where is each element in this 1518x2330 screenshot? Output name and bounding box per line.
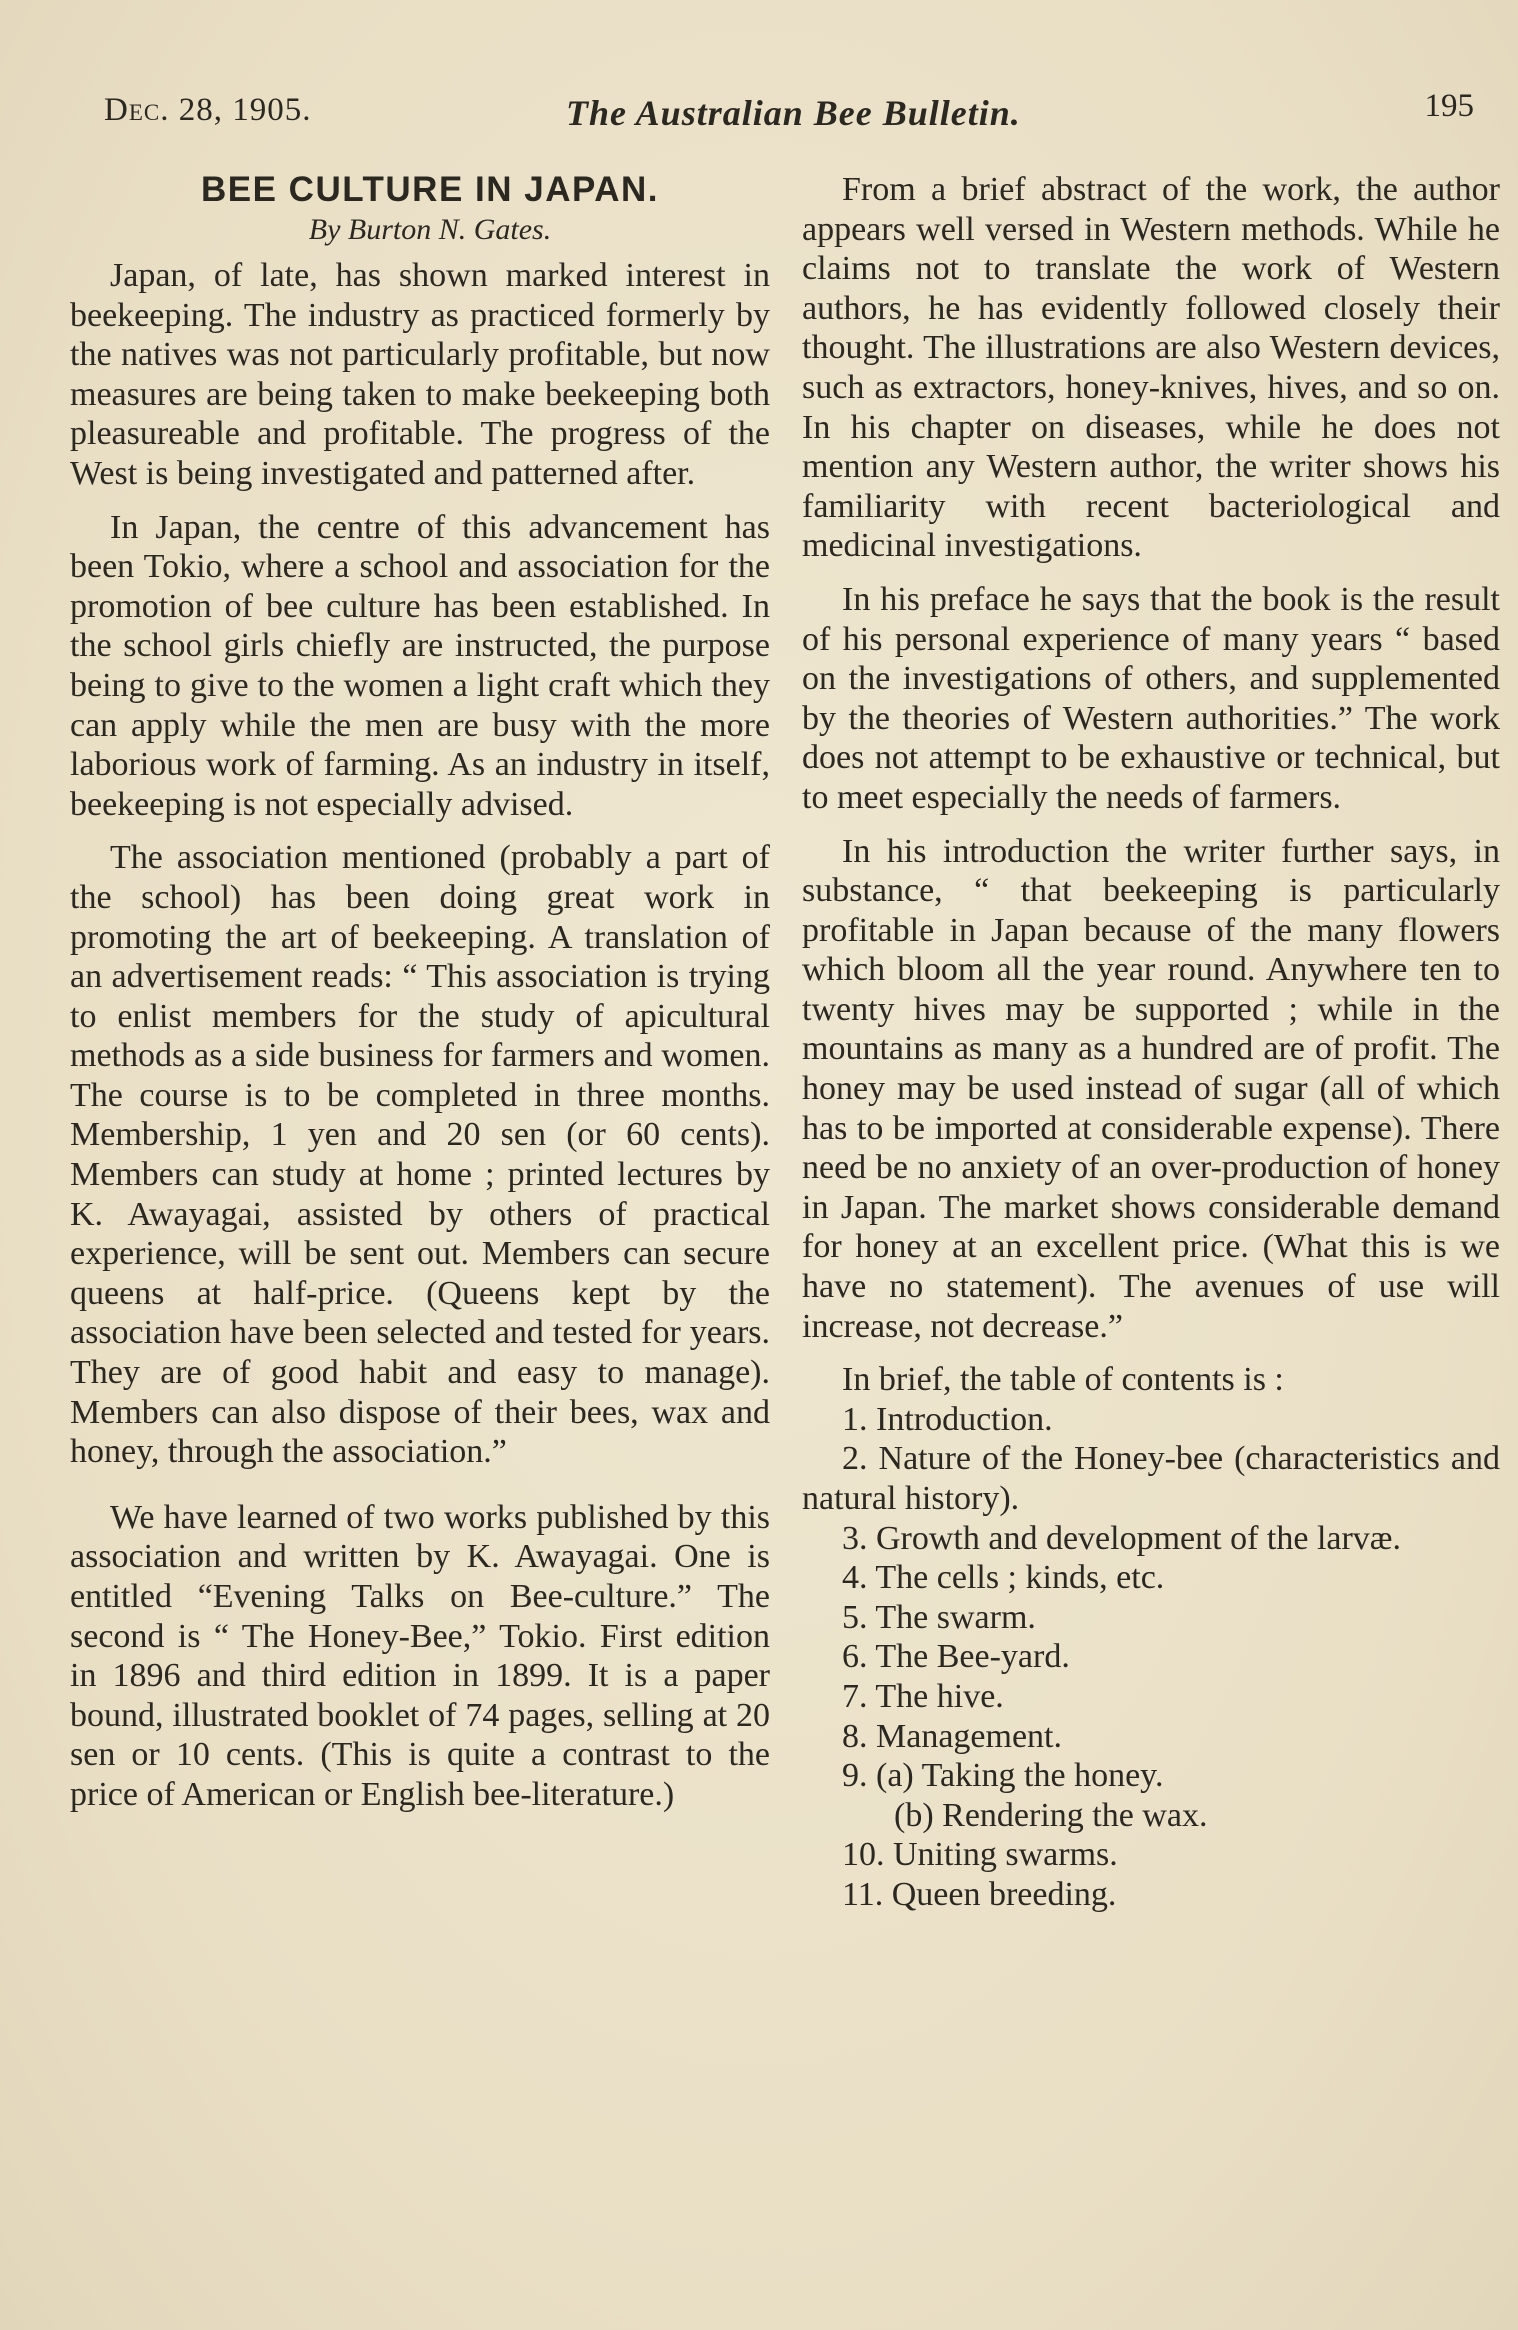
paragraph-right-3: In his introduction the writer further says, in substance, “ that beekeeping is particularly profitable in Japan because of the many flowers which bloom all the year round. Anywhere ten to twenty hives may be supported ; while in the mountains as many as a hundred are of profit. The honey may be used instead of sugar (all of which has to be imported at considerable expense). There need be no anxiety of an over-production of honey in Japan. The market shows considerable demand for honey at an excellent price. (What this is we have no statement). The avenues of use will increase, not decrease.”	[802, 832, 1500, 1345]
right-column	[802, 170, 1500, 1915]
paragraph-left-4: We have learned of two works published by this association and written by K. Awayagai. One is entitled “Evening Talks on Bee-culture.” The second is “ The Honey-Bee,” Tokio. First edition in 1896 and third edition in 1899. It is a paper bound, illustrated booklet of 74 pages, selling at 20 sen or 10 cents. (This is quite a contrast to the price of American or English bee-literature.)	[70, 1498, 770, 1813]
paragraph-right-1: From a brief abstract of the work, the author appears well versed in Western methods. While he claims not to translate the work of Western authors, he has evidently followed closely their thought. The illustrations are also Western devices, such as extractors, honey-knives, hives, and so on. In his chapter on diseases, while he does not mention any Western author, the writer shows his familiarity with recent bacteriological and medicinal investigations.	[802, 171, 1500, 565]
article-title: BEE CULTURE IN JAPAN.	[200, 170, 659, 209]
left-column	[70, 170, 770, 1829]
page-number: 195	[1424, 88, 1474, 124]
table-of-contents	[802, 1400, 1500, 1915]
toc-item: (b) Rendering the wax.	[894, 1796, 1208, 1834]
toc-item: 4. The cells ; kinds, etc.	[842, 1559, 1165, 1597]
paragraph-left-3: The association mentioned (probably a part of the school) has been doing great work in promoting the art of beekeeping. A translation of an advertisement reads: “ This association is trying to enlist members for the study of apicultural methods as a side business for farmers and women. The course is to be completed in three months. Membership, 1 yen and 20 sen (or 60 cents). Members can study at home ; printed lectures by K. Awayagai, assisted by others of practical experience, will be sent out. Members can secure queens at half-price. (Queens kept by the association have been selected and tested for years. They are of good habit and easy to manage). Members can also dispose of their bees, wax and honey, through the association.”	[70, 839, 770, 1471]
toc-item: 1. Introduction.	[842, 1400, 1053, 1438]
toc-item: 6. The Bee-yard.	[842, 1638, 1070, 1676]
running-header	[104, 88, 1474, 142]
toc-item: 7. The hive.	[842, 1677, 1004, 1715]
paragraph-left-2: In Japan, the centre of this advancement has been Tokio, where a school and association for the promotion of bee culture has been established. In the school girls chiefly are instructed, the purpose being to give to the women a light craft which they can apply while the men are busy with the more laborious work of farming. As an industry in itself, beekeeping is not especially advised.	[70, 508, 770, 823]
toc-item: 5. The swarm.	[842, 1598, 1036, 1636]
issue-date: Dec. 28, 1905.	[104, 92, 312, 128]
toc-item: 9. (a) Taking the honey.	[842, 1757, 1164, 1795]
article-byline: By Burton N. Gates.	[308, 213, 552, 246]
toc-item: 8. Management.	[842, 1717, 1062, 1755]
toc-intro: In brief, the table of contents is :	[842, 1361, 1284, 1399]
toc-item: 3. Growth and development of the larvæ.	[842, 1519, 1401, 1557]
toc-item: 10. Uniting swarms.	[842, 1836, 1118, 1874]
toc-item: 11. Queen breeding.	[842, 1875, 1117, 1913]
journal-title: The Australian Bee Bulletin.	[566, 93, 1021, 133]
paragraph-right-2: In his preface he says that the book is the result of his personal experience of many years “ based on the investigations of others, and supplemented by the theories of Western authorities.” The work does not attempt to be exhaustive or technical, but to meet especially the needs of farmers.	[802, 580, 1500, 816]
paragraph-left-1: Japan, of late, has shown marked interest in beekeeping. The industry as practiced formerly by the natives was not particularly profitable, but now measures are being taken to make beekeeping both pleasureable and profitable. The progress of the West is being investigated and patterned after.	[70, 257, 770, 492]
toc-item: 2. Nature of the Honey-bee (characteristics and natural history).	[802, 1440, 1500, 1517]
